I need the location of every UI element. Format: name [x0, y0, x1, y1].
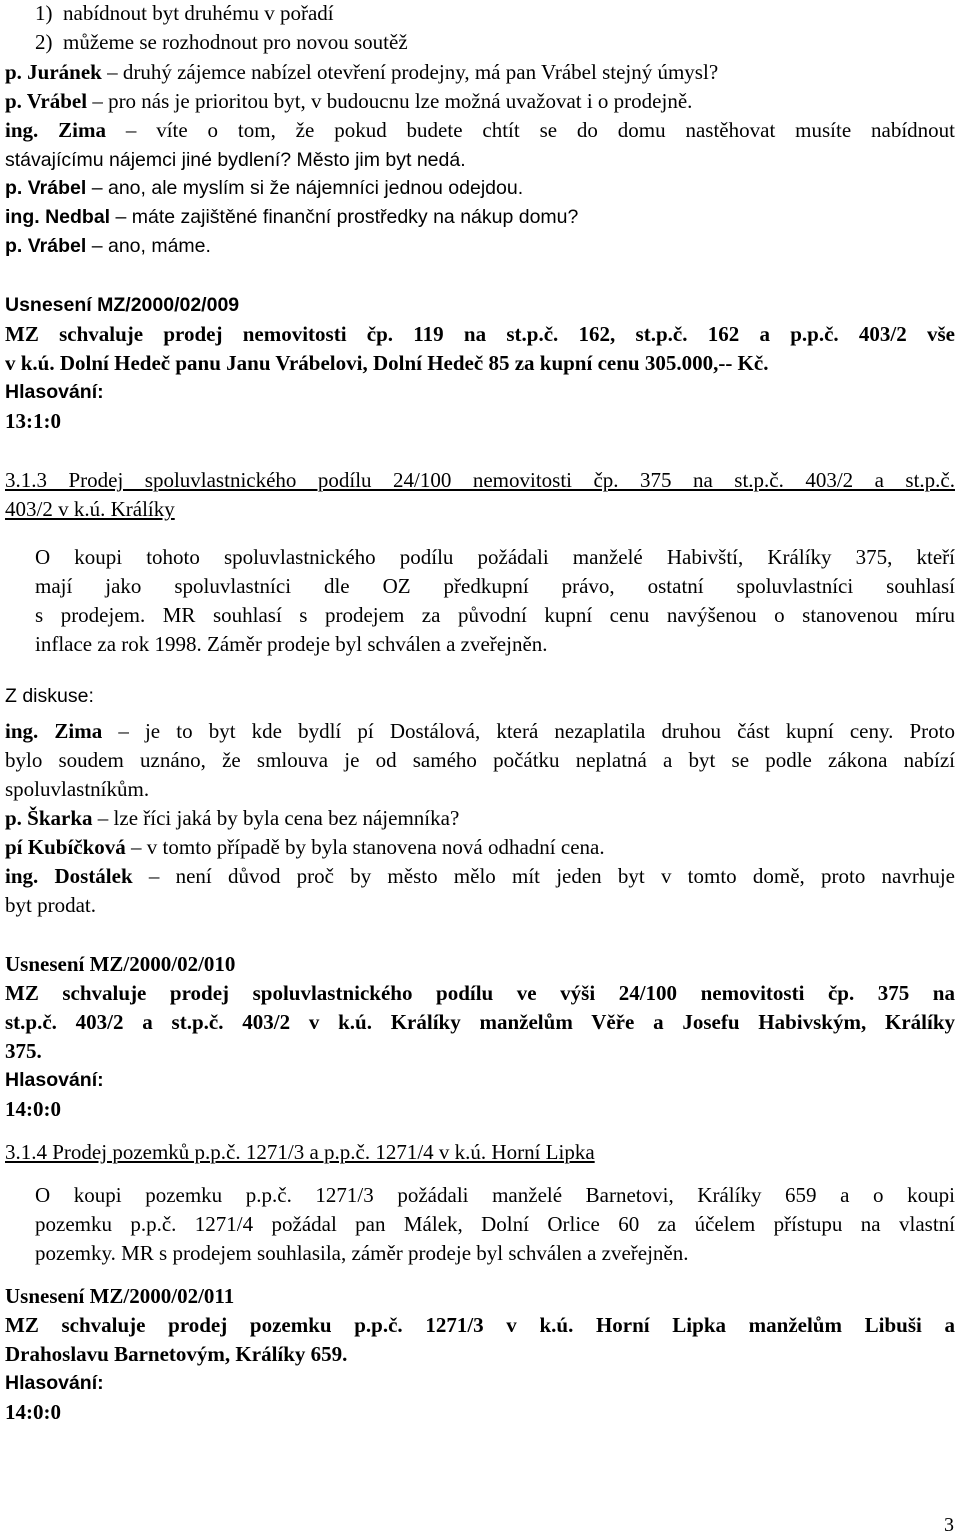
discussion-line: stávajícímu nájemci jiné bydlení? Město jim byt nedá. — [5, 149, 466, 171]
paragraph-line: O koupi pozemku p.p.č. 1271/3 požádali manželé Barnetovi, Králíky 659 a o koupi — [35, 1183, 955, 1207]
paragraph-line: mají jako spoluvlastníci dle OZ předkupní právo, ostatní spoluvlastníci souhlasí — [35, 574, 955, 598]
vote-label: Hlasování: — [5, 1372, 104, 1394]
resolution-title: Usnesení MZ/2000/02/011 — [5, 1284, 235, 1308]
discussion-line: p. Juránek – druhý zájemce nabízel otevření prodejny, má pan Vrábel stejný úmysl? — [5, 60, 719, 84]
discussion-line: p. Vrábel – ano, máme. — [5, 235, 211, 257]
resolution-text: st.p.č. 403/2 a st.p.č. 403/2 v k.ú. Králíky manželům Věře a Josefu Habivským, Králíky — [5, 1010, 955, 1034]
speaker: p. Vrábel — [5, 177, 87, 199]
speaker: p. Vrábel — [5, 235, 87, 257]
section-heading: 3.1.4 Prodej pozemků p.p.č. 1271/3 a p.p.č. 1271/4 v k.ú. Horní Lipka — [5, 1140, 595, 1164]
speaker: p. Vrábel — [5, 89, 88, 113]
vote-result: 14:0:0 — [5, 1400, 61, 1424]
speaker: p. Škarka — [5, 806, 93, 830]
section-heading: 3.1.3 Prodej spoluvlastnického podílu 24/100 nemovitosti čp. 375 na st.p.č. 403/2 a st.p.č. — [5, 468, 955, 492]
page-number: 3 — [944, 1514, 954, 1536]
resolution-text: MZ schvaluje prodej nemovitosti čp. 119 na st.p.č. 162, st.p.č. 162 a p.p.č. 403/2 vše — [5, 322, 955, 346]
resolution-text: Drahoslavu Barnetovým, Králíky 659. — [5, 1342, 348, 1366]
paragraph-line: pozemky. MR s prodejem souhlasila, záměr prodeje byl schválen a zveřejněn. — [35, 1241, 689, 1265]
resolution-title: Usnesení MZ/2000/02/010 — [5, 952, 236, 976]
discussion-line: ing. Nedbal – máte zajištěné finanční prostředky na nákup domu? — [5, 206, 579, 228]
resolution-title: Usnesení MZ/2000/02/009 — [5, 294, 240, 316]
resolution-text: MZ schvaluje prodej spoluvlastnického podílu ve výši 24/100 nemovitosti čp. 375 na — [5, 981, 955, 1005]
discussion-line: pí Kubíčková – v tomto případě by byla stanovena nová odhadní cena. — [5, 835, 605, 859]
paragraph-line: O koupi tohoto spoluvlastnického podílu požádali manželé Habivští, Králíky 375, kteří — [35, 545, 955, 569]
discussion-line: p. Škarka – lze říci jaká by byla cena bez nájemníka? — [5, 806, 460, 830]
discussion-line: ing. Dostálek – není důvod proč by město mělo mít jeden byt v tomto domě, proto navrhuje — [5, 864, 956, 888]
discussion-label: Z diskuse: — [5, 685, 94, 707]
vote-result: 13:1:0 — [5, 409, 61, 433]
discussion-line: ing. Zima – je to byt kde bydlí pí Dostálová, která nezaplatila druhou část kupní ceny. Proto — [5, 719, 955, 743]
speaker: ing. Nedbal — [5, 206, 111, 228]
paragraph-line: inflace za rok 1998. Záměr prodeje byl schválen a zveřejněn. — [35, 632, 548, 656]
discussion-line: ing. Zima – víte o tom, že pokud budete chtít se do domu nastěhovat musíte nabídnout — [5, 118, 955, 142]
speaker: ing. Zima — [5, 719, 103, 743]
resolution-text: MZ schvaluje prodej pozemku p.p.č. 1271/3 v k.ú. Horní Lipka manželům Libuši a — [5, 1313, 955, 1337]
discussion-line: byt prodat. — [5, 893, 96, 917]
paragraph-line: pozemku p.p.č. 1271/4 požádal pan Málek, Dolní Orlice 60 za účelem přístupu na vlastní — [35, 1212, 955, 1236]
vote-result: 14:0:0 — [5, 1097, 61, 1121]
discussion-line: p. Vrábel – ano, ale myslím si že nájemníci jednou odejdou. — [5, 177, 524, 199]
list-item: 1) nabídnout byt druhému v pořadí — [35, 1, 334, 25]
vote-label: Hlasování: — [5, 1069, 104, 1091]
speaker: p. Juránek — [5, 60, 102, 84]
speaker: pí Kubíčková — [5, 835, 126, 859]
discussion-line: spoluvlastníkům. — [5, 777, 150, 801]
resolution-text: v k.ú. Dolní Hedeč panu Janu Vrábelovi, Dolní Hedeč 85 za kupní cenu 305.000,-- Kč. — [5, 351, 769, 375]
section-heading: 403/2 v k.ú. Králíky — [5, 497, 175, 521]
list-item: 2) můžeme se rozhodnout pro novou soutěž — [35, 30, 408, 54]
speaker: ing. Dostálek — [5, 864, 133, 888]
resolution-text: 375. — [5, 1039, 42, 1063]
paragraph-line: s prodejem. MR souhlasí s prodejem za původní kupní cenu navýšenou o stanovenou míru — [35, 603, 955, 627]
vote-label: Hlasování: — [5, 381, 104, 403]
discussion-line: bylo soudem uznáno, že smlouva je od samého počátku neplatná a byt se podle zákona nabízí — [5, 748, 955, 772]
discussion-line: p. Vrábel – pro nás je prioritou byt, v budoucnu lze možná uvažovat i o prodejně. — [5, 89, 693, 113]
speaker: ing. Zima — [5, 118, 106, 142]
